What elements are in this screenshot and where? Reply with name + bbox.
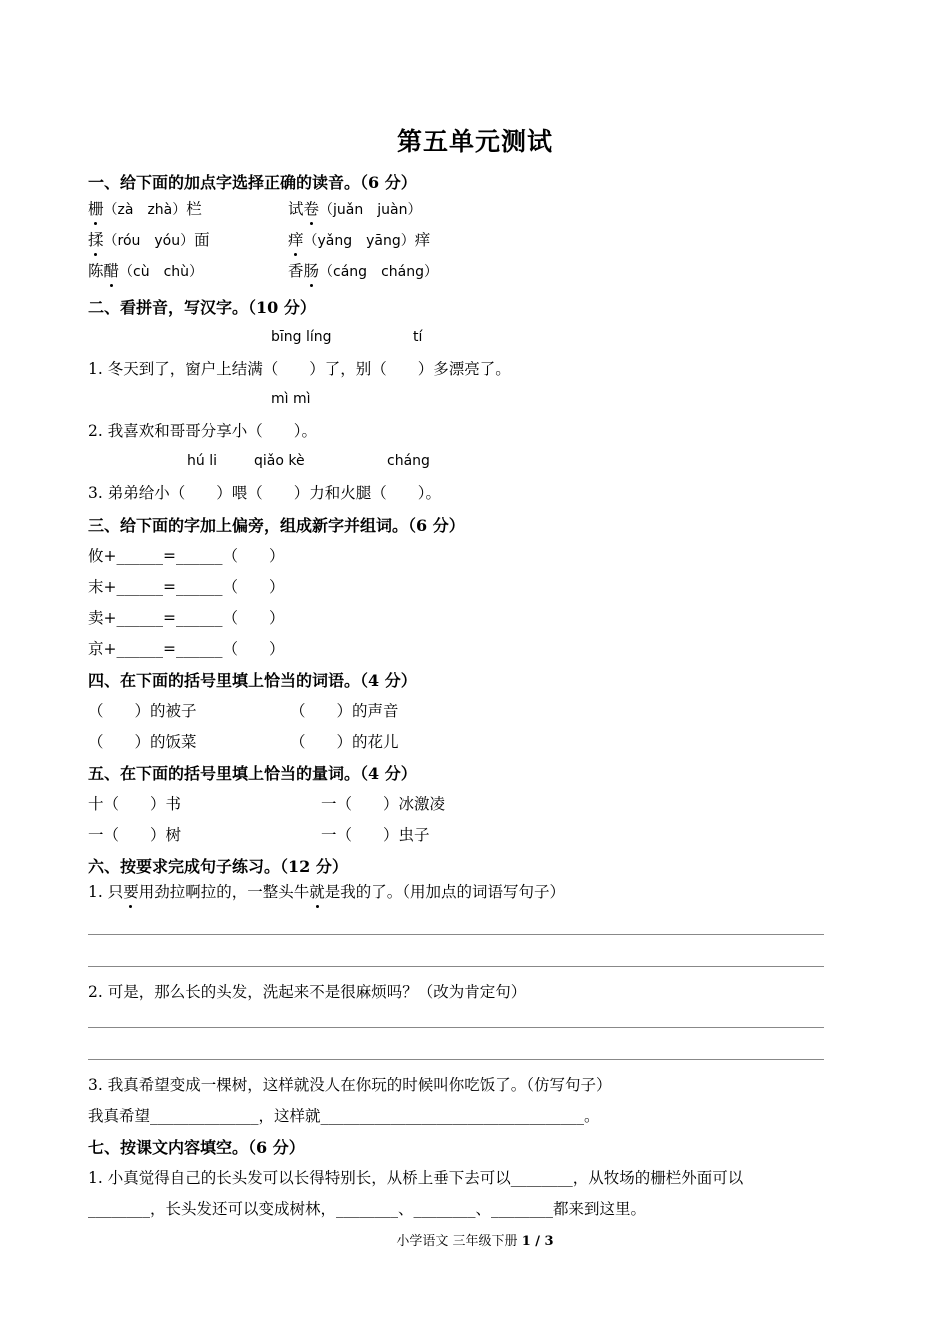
s4-item: （ ）的花儿	[290, 733, 399, 751]
s5-item: 一（ ）树	[88, 826, 182, 844]
text: 用劲拉啊拉的，一整头牛	[138, 883, 310, 901]
char: 陈	[88, 262, 104, 280]
dotted-char: 肠	[304, 259, 320, 281]
s5-item: 一（ ）冰激凌	[321, 795, 446, 813]
char: 面	[194, 231, 210, 249]
s3-row: 卖+______=______（ ）	[88, 609, 285, 627]
pinyin-huli: hú li	[187, 453, 217, 469]
s7-line-1: 1. 小真觉得自己的长头发可以长得特别长，从桥上垂下去可以________，从牧场的栅栏外面可以	[88, 1169, 744, 1187]
s1-item-2	[288, 197, 421, 219]
section-5-heading: 五、在下面的括号里填上恰当的量词。（4 分）	[88, 764, 417, 783]
section-6-heading: 六、按要求完成句子练习。（12 分）	[88, 857, 348, 876]
answer-line	[88, 966, 824, 967]
s6-question-3: 3. 我真希望变成一棵树，这样就没人在你玩的时候叫你吃饭了。（仿写句子）	[88, 1076, 612, 1094]
s2-question-2: 2. 我喜欢和哥哥分享小（ ）。	[88, 422, 317, 440]
s6-question-2: 2. 可是，那么长的头发，洗起来不是很麻烦吗？（改为肯定句）	[88, 983, 527, 1001]
pinyin-options: （juǎn juàn）	[319, 202, 422, 218]
pinyin-options: （cáng cháng）	[319, 264, 438, 280]
pinyin-options: （zà zhà）	[103, 202, 187, 218]
answer-line	[88, 1027, 824, 1028]
dotted-char: 醋	[104, 259, 120, 281]
dotted-char: 就	[309, 880, 325, 902]
footer-text: 小学语文 三年级下册	[396, 1234, 522, 1249]
char: 栏	[186, 200, 202, 218]
dotted-char: 要	[123, 880, 139, 902]
s2-question-3: 3. 弟弟给小（ ）喂（ ）力和火腿（ ）。	[88, 484, 441, 502]
s1-item-6	[288, 259, 438, 281]
s1-item-1	[88, 197, 202, 219]
dotted-char: 揉	[88, 228, 104, 250]
page-title: 第五单元测试	[396, 127, 553, 156]
section-1-heading: 一、给下面的加点字选择正确的读音。（6 分）	[88, 173, 417, 192]
s4-item: （ ）的被子	[88, 702, 197, 720]
text: 是我的了。（用加点的词语写句子）	[324, 883, 566, 901]
s4-item: （ ）的声音	[290, 702, 399, 720]
s1-item-4	[288, 228, 430, 250]
s4-item: （ ）的饭菜	[88, 733, 197, 751]
page-footer	[0, 1230, 950, 1249]
pinyin-chang: cháng	[387, 453, 430, 469]
s2-question-1: 1. 冬天到了，窗户上结满（ ）了，别（ ）多漂亮了。	[88, 360, 511, 378]
pinyin-options: （cù chù）	[119, 264, 204, 280]
s3-row: 京+______=______（ ）	[88, 640, 285, 658]
pinyin-mimi: mì mì	[271, 391, 311, 407]
s1-item-3	[88, 228, 210, 250]
s1-item-5	[88, 259, 203, 281]
s5-item: 一（ ）虫子	[321, 826, 430, 844]
s7-line-2: ________，长头发还可以变成树林，________、________、________都来到这里。	[88, 1200, 647, 1218]
char: 试	[288, 200, 304, 218]
s6-question-3-fill: 我真希望______________，这样就__________________________________。	[88, 1107, 600, 1125]
pinyin-qiaoke: qiǎo kè	[254, 453, 305, 469]
dotted-char: 栅	[88, 197, 104, 219]
s5-item: 十（ ）书	[88, 795, 182, 813]
char: 痒	[414, 231, 431, 249]
pinyin-bingling: bīng líng	[271, 329, 332, 345]
answer-line	[88, 1059, 824, 1060]
pinyin-ti: tí	[413, 329, 423, 345]
s3-row: 末+______=______（ ）	[88, 578, 285, 596]
dotted-char: 卷	[304, 197, 320, 219]
dotted-char: 痒	[288, 228, 304, 250]
pinyin-options: （róu yóu）	[103, 233, 195, 249]
section-7-heading: 七、按课文内容填空。（6 分）	[88, 1138, 305, 1157]
section-2-heading: 二、看拼音，写汉字。（10 分）	[88, 298, 316, 317]
char: 香	[288, 262, 304, 280]
s3-row: 攸+______=______（ ）	[88, 547, 285, 565]
section-3-heading: 三、给下面的字加上偏旁，组成新字并组词。（6 分）	[88, 516, 465, 535]
text: 1. 只	[88, 883, 124, 901]
pinyin-options: （yǎng yāng）	[303, 233, 415, 249]
page-number: 1 / 3	[521, 1234, 554, 1249]
answer-line	[88, 934, 824, 935]
s6-question-1	[88, 880, 565, 902]
section-4-heading: 四、在下面的括号里填上恰当的词语。（4 分）	[88, 671, 417, 690]
